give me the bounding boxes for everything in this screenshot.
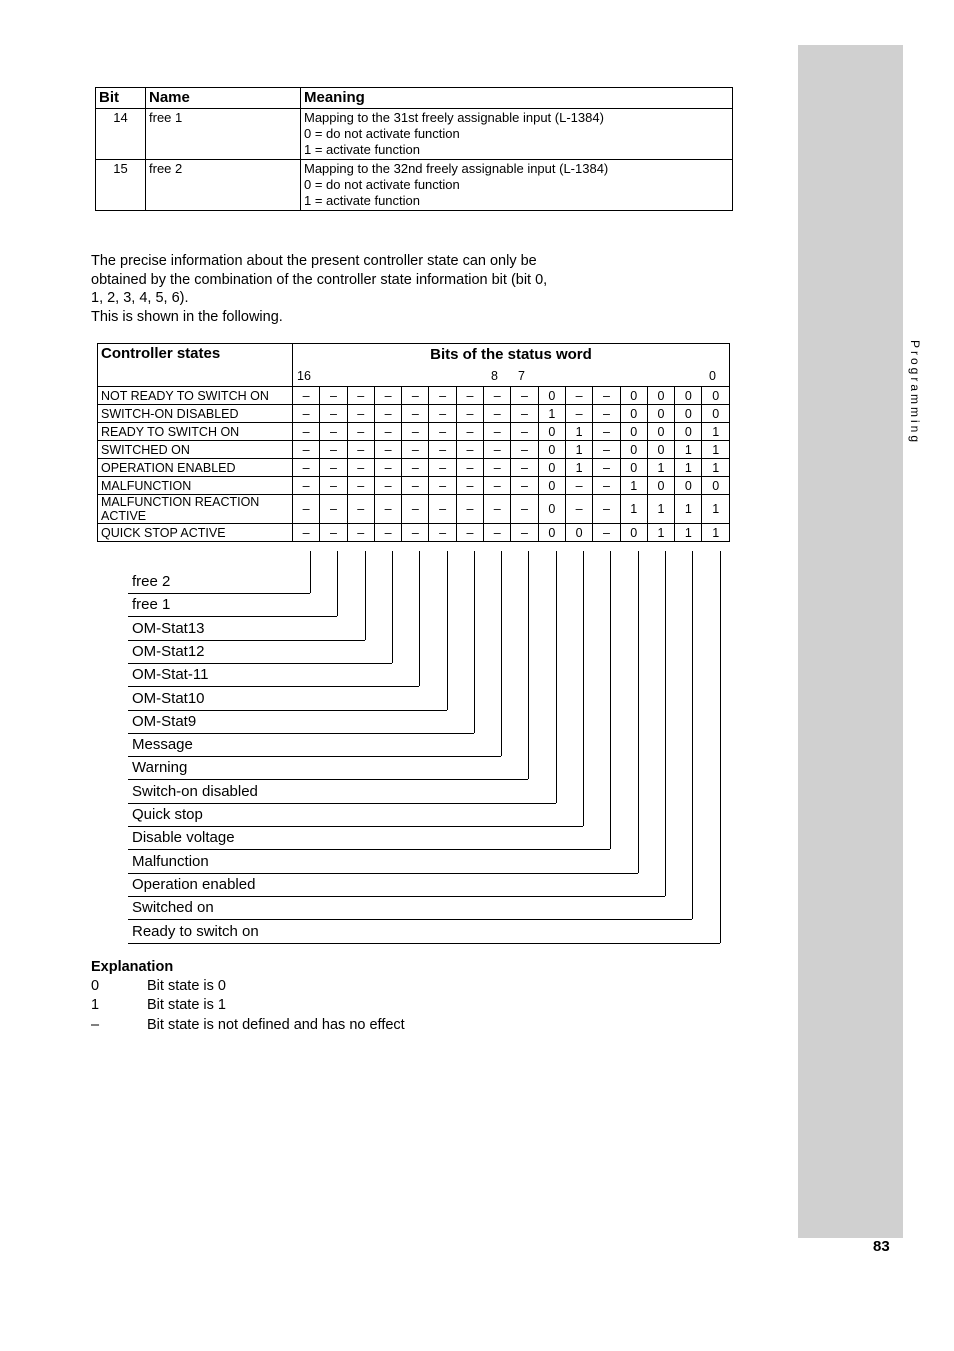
bit-cell: – — [456, 387, 483, 405]
state-name: MALFUNCTION REACTION ACTIVE — [98, 495, 293, 524]
legend-label: free 2 — [132, 573, 171, 590]
bit-cell: – — [456, 459, 483, 477]
bit-cell: 1 — [647, 459, 674, 477]
bit-cell: 0 — [538, 387, 565, 405]
bit-cell: 0 — [538, 441, 565, 459]
bit-cell: – — [456, 477, 483, 495]
table-row — [98, 477, 730, 495]
bit-name: free 1 — [146, 109, 301, 160]
bit-cell: – — [429, 459, 456, 477]
meaning-line: 0 = do not activate function — [304, 126, 460, 141]
bit-cell: 0 — [538, 524, 565, 542]
bit-cell: – — [484, 423, 511, 441]
intro-paragraph — [91, 252, 611, 326]
legend-label: free 1 — [132, 596, 171, 613]
bit-cell: – — [347, 495, 374, 524]
bit-cell: 0 — [565, 524, 592, 542]
bit-cell: – — [402, 524, 429, 542]
legend-label: OM-Stat-11 — [132, 666, 209, 683]
bit-cell: 1 — [675, 441, 702, 459]
legend-underline — [128, 733, 474, 734]
ruler-0: 0 — [709, 369, 716, 383]
bit-cell: 0 — [647, 441, 674, 459]
table-row — [98, 524, 730, 542]
legend-label: Message — [132, 736, 193, 753]
bit-cell: – — [374, 477, 401, 495]
bit-cell: 1 — [620, 477, 647, 495]
bit-cell: – — [293, 423, 320, 441]
bit-cell: – — [593, 459, 620, 477]
bit-cell: – — [511, 495, 538, 524]
bit-cell: – — [374, 441, 401, 459]
bit-cell: 0 — [702, 387, 729, 405]
section-label: Programming — [908, 340, 922, 446]
legend-underline — [128, 873, 638, 874]
bit-cell: – — [484, 495, 511, 524]
legend-label: OM-Stat10 — [132, 690, 205, 707]
state-name: SWITCHED ON — [98, 441, 293, 459]
bit-meaning — [301, 109, 733, 160]
page-number: 83 — [873, 1238, 890, 1255]
bit-cell: 0 — [620, 387, 647, 405]
legend-underline — [128, 896, 665, 897]
bit-cell: – — [456, 441, 483, 459]
bit-cell: 1 — [620, 495, 647, 524]
explanation-item — [91, 1016, 405, 1035]
table-row — [98, 459, 730, 477]
explanation-symbol: 0 — [91, 978, 100, 994]
legend-label: Quick stop — [132, 806, 203, 823]
ruler-16: 16 — [297, 369, 311, 383]
bit-number: 15 — [96, 160, 146, 211]
bit-cell: 1 — [702, 459, 729, 477]
bit-cell: 0 — [647, 387, 674, 405]
table-row — [98, 387, 730, 405]
table-row — [98, 495, 730, 524]
bit-cell: – — [484, 441, 511, 459]
paragraph-line: The precise information about the present controller state can only be — [91, 253, 537, 269]
state-name: NOT READY TO SWITCH ON — [98, 387, 293, 405]
bit-cell: 1 — [702, 423, 729, 441]
bit-cell: 1 — [675, 524, 702, 542]
legend-underline — [128, 686, 419, 687]
bit-cell: – — [293, 524, 320, 542]
bit-cell: 1 — [565, 423, 592, 441]
legend-label: Malfunction — [132, 853, 209, 870]
legend-connector — [638, 551, 639, 873]
bit-cell: – — [293, 441, 320, 459]
explanation-title: Explanation — [91, 959, 174, 975]
bit-cell: – — [484, 405, 511, 423]
bit-cell: – — [484, 387, 511, 405]
state-table-header — [98, 344, 730, 367]
bit-cell: – — [374, 459, 401, 477]
bit-cell: – — [320, 405, 347, 423]
legend-connector — [419, 551, 420, 686]
bit-cell: 0 — [620, 405, 647, 423]
bit-cell: – — [511, 459, 538, 477]
state-name: OPERATION ENABLED — [98, 459, 293, 477]
legend-label: OM-Stat13 — [132, 620, 205, 637]
legend-connector — [528, 551, 529, 779]
header-meaning: Meaning — [301, 88, 733, 109]
bit-cell: 0 — [538, 459, 565, 477]
bit-cell: – — [374, 524, 401, 542]
bit-cell: – — [593, 524, 620, 542]
state-name: SWITCH-ON DISABLED — [98, 405, 293, 423]
bit-cell: – — [484, 477, 511, 495]
bit-cell: – — [320, 495, 347, 524]
bit-cell: – — [456, 495, 483, 524]
bit-cell: – — [293, 477, 320, 495]
bit-cell: – — [429, 477, 456, 495]
bit-cell: – — [593, 477, 620, 495]
bit-cell: – — [456, 524, 483, 542]
explanation-symbol: – — [91, 1017, 100, 1033]
bit-cell: 1 — [565, 441, 592, 459]
legend-connector — [392, 551, 393, 663]
explanation-text: Bit state is not defined and has no effect — [147, 1017, 405, 1033]
bit-cell: – — [456, 405, 483, 423]
bit-cell: – — [511, 441, 538, 459]
header-controller-states: Controller states — [98, 344, 293, 387]
legend-connector — [665, 551, 666, 896]
bit-cell: 1 — [702, 441, 729, 459]
bit-cell: – — [565, 405, 592, 423]
paragraph-line: This is shown in the following. — [91, 308, 283, 325]
legend-connector — [310, 551, 311, 593]
legend-connector — [720, 551, 721, 943]
bit-cell: – — [320, 459, 347, 477]
bit-cell: – — [402, 423, 429, 441]
explanation-text: Bit state is 0 — [147, 978, 226, 994]
bit-definition-table — [95, 87, 733, 211]
header-status-bits: Bits of the status word — [293, 344, 730, 367]
paragraph-line: 1, 2, 3, 4, 5, 6). — [91, 290, 189, 306]
bit-cell: – — [429, 423, 456, 441]
bit-cell: – — [402, 495, 429, 524]
bit-cell: 1 — [647, 524, 674, 542]
bit-cell: 0 — [675, 477, 702, 495]
legend-underline — [128, 616, 337, 617]
bit-meaning — [301, 160, 733, 211]
bit-cell: 0 — [620, 441, 647, 459]
bit-cell: 1 — [702, 524, 729, 542]
bit-cell: 0 — [675, 423, 702, 441]
legend-underline — [128, 943, 720, 944]
bit-ruler — [293, 366, 730, 387]
meaning-line: Mapping to the 31st freely assignable input (L-1384) — [304, 110, 604, 125]
bit-cell: – — [484, 459, 511, 477]
legend-label: Operation enabled — [132, 876, 256, 893]
bit-cell: – — [593, 387, 620, 405]
bit-cell: – — [293, 459, 320, 477]
legend-underline — [128, 779, 528, 780]
header-name: Name — [146, 88, 301, 109]
legend-connector — [365, 551, 366, 640]
explanation-item — [91, 996, 226, 1015]
bit-cell: – — [374, 405, 401, 423]
bit-cell: – — [347, 405, 374, 423]
bit-cell: – — [429, 495, 456, 524]
legend-label: Switch-on disabled — [132, 783, 258, 800]
bit-cell: – — [565, 495, 592, 524]
bit-cell: 1 — [565, 459, 592, 477]
legend-connector — [337, 551, 338, 616]
ruler-8: 8 — [491, 369, 498, 383]
bit-cell: – — [402, 459, 429, 477]
legend-label: OM-Stat9 — [132, 713, 197, 730]
bit-cell: – — [456, 423, 483, 441]
bit-cell: – — [429, 405, 456, 423]
bit-name: free 2 — [146, 160, 301, 211]
header-bit: Bit — [96, 88, 146, 109]
bit-cell: 0 — [675, 405, 702, 423]
bit-cell: – — [484, 524, 511, 542]
bit-cell: 0 — [702, 477, 729, 495]
bit-cell: 0 — [620, 423, 647, 441]
bit-cell: – — [293, 405, 320, 423]
bit-cell: – — [429, 387, 456, 405]
bit-cell: – — [320, 423, 347, 441]
bit-cell: 0 — [647, 405, 674, 423]
legend-underline — [128, 756, 501, 757]
bit-cell: – — [429, 441, 456, 459]
bit-cell: – — [374, 495, 401, 524]
bit-cell: – — [293, 387, 320, 405]
table-row — [96, 109, 733, 160]
legend-label: Warning — [132, 759, 188, 776]
state-name: QUICK STOP ACTIVE — [98, 524, 293, 542]
bit-cell: – — [374, 387, 401, 405]
bit-cell: 0 — [620, 524, 647, 542]
bit-cell: – — [347, 441, 374, 459]
explanation — [91, 958, 405, 1035]
meaning-line: 1 = activate function — [304, 142, 420, 157]
legend-connector — [474, 551, 475, 733]
bit-cell: 1 — [538, 405, 565, 423]
explanation-text: Bit state is 1 — [147, 997, 226, 1013]
bit-cell: – — [293, 495, 320, 524]
legend-label: OM-Stat12 — [132, 643, 205, 660]
bit-cell: 1 — [675, 459, 702, 477]
state-name: READY TO SWITCH ON — [98, 423, 293, 441]
meaning-line: 0 = do not activate function — [304, 177, 460, 192]
legend-underline — [128, 919, 692, 920]
legend-label: Switched on — [132, 899, 214, 916]
legend-label: Disable voltage — [132, 829, 235, 846]
bit-cell: 0 — [647, 423, 674, 441]
bit-cell: – — [347, 387, 374, 405]
legend-underline — [128, 710, 447, 711]
bit-cell: 1 — [702, 495, 729, 524]
bit-cell: – — [320, 477, 347, 495]
bit-cell: – — [511, 524, 538, 542]
bit-cell: – — [402, 441, 429, 459]
legend-underline — [128, 803, 556, 804]
meaning-line: 1 = activate function — [304, 193, 420, 208]
bit-cell: – — [347, 423, 374, 441]
bit-cell: – — [347, 524, 374, 542]
legend-connector — [583, 551, 584, 826]
bit-cell: – — [565, 477, 592, 495]
bit-cell: – — [593, 441, 620, 459]
paragraph-line: obtained by the combination of the controller state information bit (bit 0, — [91, 271, 548, 288]
bit-number: 14 — [96, 109, 146, 160]
bit-cell: – — [347, 459, 374, 477]
bit-cell: 1 — [647, 495, 674, 524]
legend-underline — [128, 663, 392, 664]
legend-connector — [447, 551, 448, 710]
bit-cell: – — [511, 423, 538, 441]
table-header-row — [96, 88, 733, 109]
ruler-7: 7 — [518, 369, 525, 383]
explanation-item — [91, 977, 226, 996]
bit-cell: – — [347, 477, 374, 495]
bit-cell: – — [374, 423, 401, 441]
bit-cell: 0 — [620, 459, 647, 477]
bit-cell: – — [402, 387, 429, 405]
table-row — [98, 423, 730, 441]
bit-cell: – — [402, 405, 429, 423]
bit-cell: – — [429, 524, 456, 542]
legend-connector — [692, 551, 693, 919]
meaning-line: Mapping to the 32nd freely assignable input (L-1384) — [304, 161, 609, 176]
bit-cell: – — [320, 441, 347, 459]
bit-cell: 1 — [675, 495, 702, 524]
bit-cell: – — [511, 477, 538, 495]
controller-state-table — [97, 343, 730, 542]
legend-connector — [556, 551, 557, 803]
bit-cell: – — [402, 477, 429, 495]
legend-connector — [501, 551, 502, 756]
bit-cell: 0 — [647, 477, 674, 495]
legend-underline — [128, 826, 583, 827]
bit-cell: – — [511, 387, 538, 405]
bit-cell: – — [511, 405, 538, 423]
bit-cell: 0 — [702, 405, 729, 423]
bit-cell: 0 — [538, 495, 565, 524]
legend-underline — [128, 640, 365, 641]
legend-label: Ready to switch on — [132, 923, 259, 940]
explanation-symbol: 1 — [91, 997, 100, 1013]
bit-cell: – — [320, 387, 347, 405]
table-row — [98, 441, 730, 459]
bit-cell: 0 — [675, 387, 702, 405]
bit-cell: – — [593, 405, 620, 423]
bit-cell: – — [565, 387, 592, 405]
bit-cell: – — [593, 495, 620, 524]
bit-cell: 0 — [538, 423, 565, 441]
state-name: MALFUNCTION — [98, 477, 293, 495]
bit-cell: – — [593, 423, 620, 441]
legend-underline — [128, 849, 610, 850]
legend-connector — [610, 551, 611, 849]
bit-cell: 0 — [538, 477, 565, 495]
bit-cell: – — [320, 524, 347, 542]
side-margin-bar — [798, 45, 903, 1238]
table-row — [96, 160, 733, 211]
legend-underline — [128, 593, 310, 594]
table-row — [98, 405, 730, 423]
